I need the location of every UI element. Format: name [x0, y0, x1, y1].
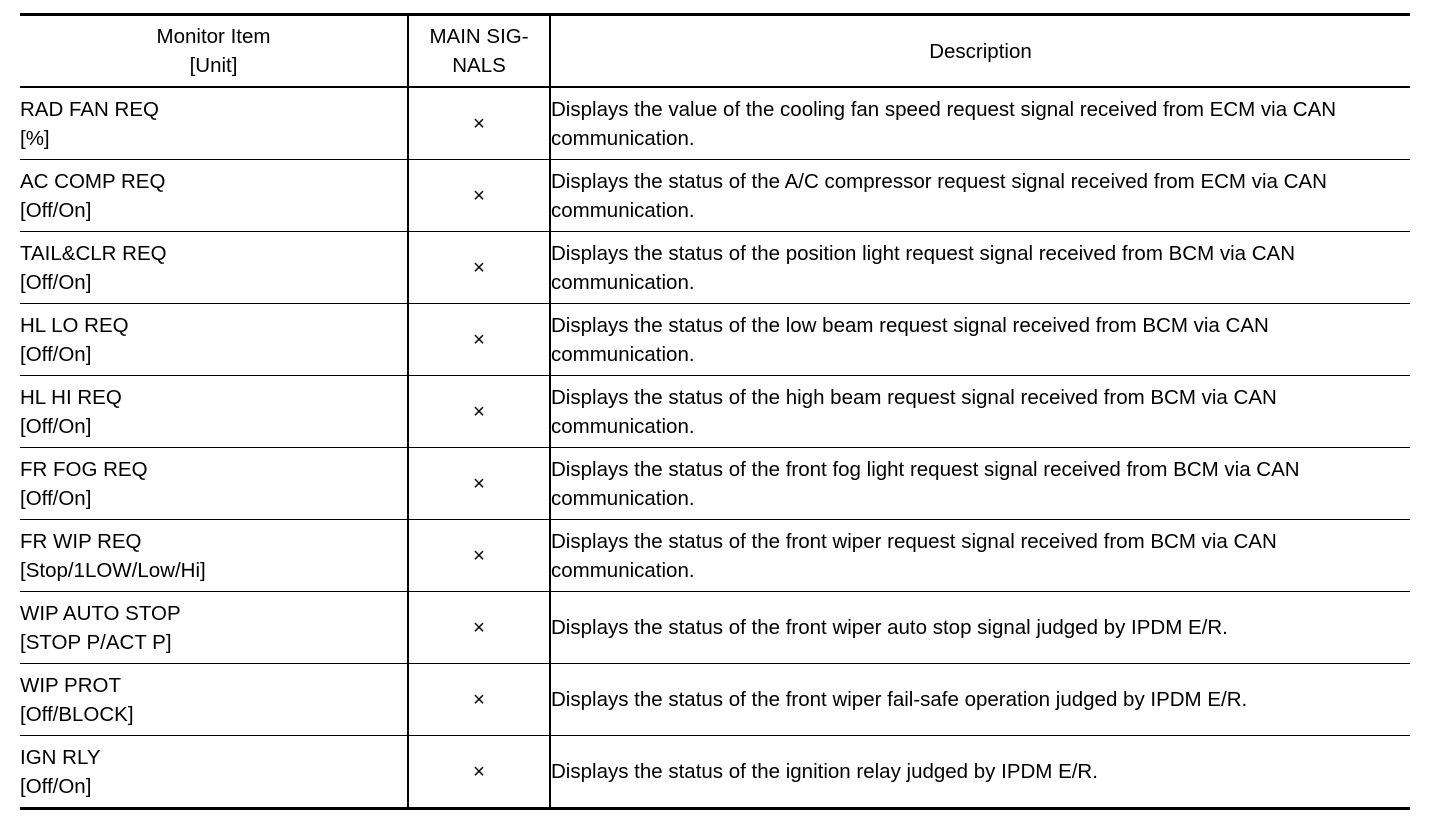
monitor-item-cell	[20, 736, 408, 809]
description-cell: Displays the status of the front wiper auto stop signal judged by IPDM E/R.	[550, 592, 1410, 664]
header-main-signals	[408, 15, 550, 88]
monitor-item-name: AC COMP REQ	[20, 169, 166, 193]
monitor-item-unit: [STOP P/ACT P]	[20, 630, 172, 654]
monitor-table-wrapper	[20, 13, 1410, 810]
table-body	[20, 87, 1410, 809]
monitor-item-cell	[20, 448, 408, 520]
header-monitor-item	[20, 15, 408, 88]
monitor-item-unit: [%]	[20, 126, 50, 150]
table-row	[20, 592, 1410, 664]
main-signal-mark: ×	[408, 592, 550, 664]
monitor-item-cell	[20, 664, 408, 736]
description-cell: Displays the value of the cooling fan speed request signal received from ECM via CAN communication.	[550, 87, 1410, 160]
monitor-item-unit: [Off/On]	[20, 414, 92, 438]
main-signal-mark: ×	[408, 160, 550, 232]
main-signal-mark: ×	[408, 304, 550, 376]
description-cell: Displays the status of the position light request signal received from BCM via CAN communication.	[550, 232, 1410, 304]
monitor-item-unit: [Off/On]	[20, 342, 92, 366]
main-signal-mark: ×	[408, 376, 550, 448]
table-row	[20, 304, 1410, 376]
monitor-item-name: RAD FAN REQ	[20, 97, 159, 121]
main-signal-mark: ×	[408, 448, 550, 520]
table-header-row	[20, 15, 1410, 88]
monitor-item-name: WIP AUTO STOP	[20, 601, 181, 625]
monitor-item-cell	[20, 592, 408, 664]
monitor-item-unit: [Off/On]	[20, 774, 92, 798]
description-cell: Displays the status of the ignition relay judged by IPDM E/R.	[550, 736, 1410, 809]
description-cell: Displays the status of the high beam request signal received from BCM via CAN communication.	[550, 376, 1410, 448]
description-cell: Displays the status of the front wiper request signal received from BCM via CAN communication.	[550, 520, 1410, 592]
monitor-item-unit: [Off/BLOCK]	[20, 702, 134, 726]
monitor-item-cell	[20, 304, 408, 376]
monitor-item-table	[20, 13, 1410, 810]
monitor-item-cell	[20, 520, 408, 592]
table-row	[20, 160, 1410, 232]
monitor-item-cell	[20, 232, 408, 304]
table-row	[20, 520, 1410, 592]
table-row	[20, 664, 1410, 736]
monitor-item-name: WIP PROT	[20, 673, 121, 697]
monitor-item-unit: [Off/On]	[20, 198, 92, 222]
monitor-item-cell	[20, 160, 408, 232]
header-unit-label: [Unit]	[189, 54, 238, 77]
monitor-item-name: HL HI REQ	[20, 385, 122, 409]
main-signal-mark: ×	[408, 736, 550, 809]
monitor-item-cell	[20, 87, 408, 160]
description-cell: Displays the status of the low beam request signal received from BCM via CAN communication.	[550, 304, 1410, 376]
description-cell: Displays the status of the front fog light request signal received from BCM via CAN communication.	[550, 448, 1410, 520]
main-signal-mark: ×	[408, 664, 550, 736]
monitor-item-name: IGN RLY	[20, 745, 101, 769]
table-row	[20, 376, 1410, 448]
main-signal-mark: ×	[408, 87, 550, 160]
monitor-item-unit: [Off/On]	[20, 486, 92, 510]
header-main-signals-line1: MAIN SIG-	[429, 25, 529, 48]
description-cell: Displays the status of the front wiper fail-safe operation judged by IPDM E/R.	[550, 664, 1410, 736]
main-signal-mark: ×	[408, 520, 550, 592]
header-monitor-item-label: Monitor Item	[156, 25, 271, 48]
monitor-item-name: FR WIP REQ	[20, 529, 142, 553]
description-cell: Displays the status of the A/C compressor request signal received from ECM via CAN communication.	[550, 160, 1410, 232]
monitor-item-name: HL LO REQ	[20, 313, 129, 337]
main-signal-mark: ×	[408, 232, 550, 304]
monitor-item-name: TAIL&CLR REQ	[20, 241, 167, 265]
table-row	[20, 736, 1410, 809]
table-row	[20, 232, 1410, 304]
header-main-signals-line2: NALS	[452, 54, 506, 77]
monitor-item-unit: [Off/On]	[20, 270, 92, 294]
table-row	[20, 87, 1410, 160]
table-row	[20, 448, 1410, 520]
header-description: Description	[550, 15, 1410, 88]
monitor-item-name: FR FOG REQ	[20, 457, 148, 481]
monitor-item-unit: [Stop/1LOW/Low/Hi]	[20, 558, 206, 582]
monitor-item-cell	[20, 376, 408, 448]
